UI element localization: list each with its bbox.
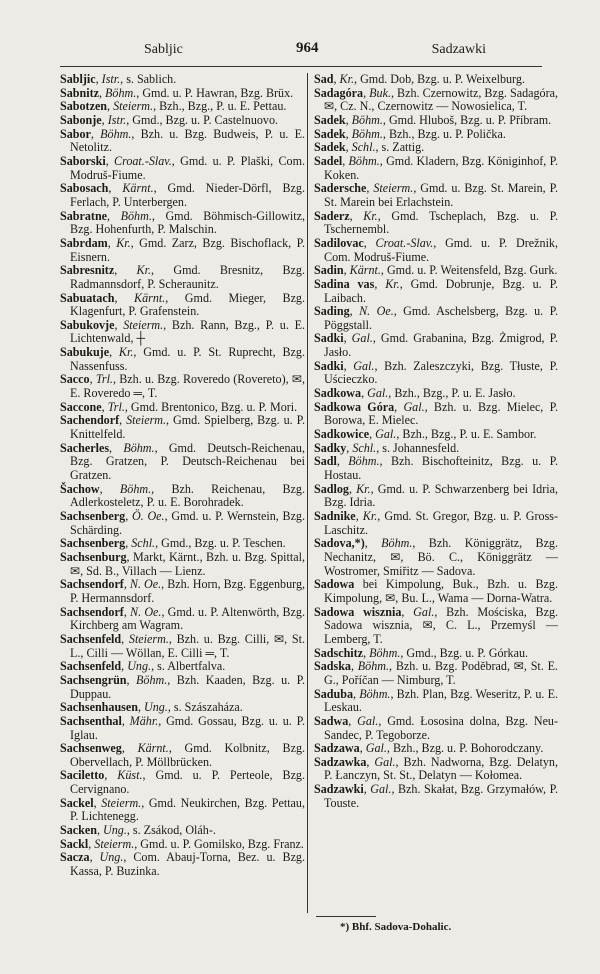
entry-region: Gal. [370,782,392,797]
entry-region: Kärnt. [137,741,169,756]
entry-region: Croat.-Slav. [375,235,434,250]
entry-details: , Bzh. Königgrätz, Bzg. Nechanitz, ✉, Bö. C., Königgrätz — Wostromer, Smiřitz — Sadova. [324,536,559,578]
entry-details: , Bzh., Bzg., P. u. E. Pettau. [153,99,287,114]
entry-details: , Bzh. u. Bzg. Poděbrad, ✉, St. E. G., Poříčan — Nimburg, T. [324,659,558,687]
entry-headword: Sadilovac [314,235,364,250]
gazetteer-entry: Sabratne, Böhm., Gmd. Böhmisch-Gillowitz, Bzg. Hohenfurth, P. Malschin. [60,208,305,237]
gazetteer-entry: Sacza, Ung., Com. Abauj-Torna, Bez. u. Bzg. Kassa, P. Buzinka. [60,850,306,879]
entry-details: , Bzh. Bischofteinitz, Bzg. u. P. Hostau. [324,454,558,483]
entry-details: , Bzh. Czernowitz, Bzg. Sadagóra, ✉, Cz. N., Czernowitz — Nowosielica, T. [324,85,558,114]
entry-region: N. Oe. [130,604,162,619]
entry-region: Kr. [363,208,378,223]
entry-details: , Gmd. Deutsch-Reichenau, Bzg. Gratzen, P. Deutsch-Reichenau bei Gratzen. [70,440,305,483]
entry-details: , Bzh. Horn, Bzg. Eggenburg, P. Hermannsdorf. [70,577,306,605]
entry-details: , Bzh., Bzg. u. P. Bohorodczany. [386,741,544,756]
entry-details: , Gmd. St. Gregor, Bzg. u. P. Gross-Laschitz. [324,509,559,537]
entry-details: , Gmd. Kladern, Bzg. Königinhof, P. Koken. [324,153,559,182]
entry-details: , s. Sablich. [120,72,177,86]
entry-details: , Gmd. Böhmisch-Gillowitz, Bzg. Hohenfurth, P. Malschin. [70,208,305,237]
entry-details: , Gmd. Grabanina, Bzg. Żmigrod, P. Jasło. [324,331,558,360]
entry-headword: Sadek [314,112,346,127]
gazetteer-entry: Sabuatach, Kärnt., Gmd. Mieger, Bzg. Klagenfurt, P. Grafenstein. [60,290,306,319]
entry-headword: Sabosach [60,181,109,196]
entry-details: , Gmd. Łososina dolna, Bzg. Neu-Sandec, P. Tegoborze. [324,713,559,742]
entry-headword: Sachsendorf [60,577,124,592]
entry-details: , Com. Abauj-Torna, Bez. u. Bzg. Kassa, P. Buzinka. [70,850,306,879]
page-header [60,38,540,60]
entry-details: , Gmd. u. P. Plaški, Com. Modruš-Fiume. [70,153,305,182]
entry-headword: Sachsenfeld [60,659,122,674]
gazetteer-entry: Saderz, Kr., Gmd. Tscheplach, Bzg. u. P. Tschernembl. [314,208,558,237]
gazetteer-entry: Šachow, Böhm., Bzh. Reichenau, Bzg. Adlerkosteletz, P. u. E. Borohradek. [60,481,305,510]
gazetteer-entry: Sadnike, Kr., Gmd. St. Gregor, Bzg. u. P. Gross-Laschitz. [314,509,559,537]
entry-headword: Saborski [60,153,106,168]
entry-region: Böhm. [348,454,380,469]
gazetteer-entry: Sadek, Böhm., Bzh., Bzg. u. P. Polička. [314,126,506,141]
gazetteer-entry: Sadowa wisznia, Gal., Bzh. Mościska, Bzg. Sadowa wisznia, ✉, C. L., Przemyśl — Lemberg, T. [314,604,559,646]
entry-details: , Bzh. Nadworna, Bzg. Delatyn, P. Łanczyn, St. St., Delatyn — Kołomea. [324,754,558,783]
entry-headword: Sacherles [60,440,110,455]
entry-region: Schl. [131,536,156,551]
entry-details: , Bzh. Zaleszczyki, Bzg. Tłuste, P. Uścieczko. [324,358,558,387]
entry-region: Steierm. [94,836,135,851]
gazetteer-entry: Sachsengrün, Böhm., Bzh. Kaaden, Bzg. u. P. Duppau. [60,672,305,701]
entry-region: Gal. [365,741,387,756]
entry-region: Gal. [351,331,373,346]
entry-headword: Sabrdam [60,235,108,250]
gazetteer-entry: Sadina vas, Kr., Gmd. Dobrunje, Bzg. u. P. Laibach. [314,276,558,305]
entry-details: , Gmd. u. P. Hawran, Bzg. Brüx. [136,85,294,100]
entry-headword: Sabljic [60,72,96,86]
entry-details: , Bzh. Plan, Bzg. Weseritz, P. u. E. Leskau. [324,686,559,715]
gazetteer-entry: Sadkowa Góra, Gal., Bzh. u. Bzg. Mielec, P. Borowa, E. Mielec. [314,399,558,428]
gazetteer-entry: Sadlog, Kr., Gmd. u. P. Schwarzenberg bei Idria, Bzg. Idria. [314,481,558,510]
entry-details: , Bzh. u. Bzg. Cilli, ✉, St. L., Cilli — Wöllan, E. Cilli ═, T. [70,631,305,660]
gazetteer-entry: Sadky, Schl., s. Johannesfeld. [314,440,460,455]
gazetteer-entry [60,551,305,578]
gazetteer-entry: Sachsenberg, Ö. Oe., Gmd. u. P. Wernstein, Bzg. Schärding. [60,509,306,537]
entry-headword: Sacza [60,850,90,865]
entry-region: Istr. [101,72,121,86]
entry-headword: Sadska [314,659,351,674]
entry-headword: Sadin [314,263,344,278]
entry-region: Böhm. [381,536,413,551]
gazetteer-entry: Sadzawki, Gal., Bzh. Skałat, Bzg. Grzymałów, P. Touste. [314,782,558,810]
entry-headword: Sabresnitz [60,263,115,278]
gazetteer-entry: Sabotzen, Steierm., Bzh., Bzg., P. u. E. Pettau. [60,99,287,114]
entry-details: , Gmd. Nieder-Dörfl, Bzg. Ferlach, P. Unterbergen. [70,181,305,209]
gazetteer-entry: Sabosach, Kärnt., Gmd. Nieder-Dörfl, Bzg. Ferlach, P. Unterbergen. [60,181,305,209]
entry-headword: Sadky [314,440,347,455]
entry-region: Steierm. [113,99,154,114]
entry-details: , Gmd., Bzg. u. P. Teschen. [155,536,286,551]
entry-region: Steierm. [101,795,142,810]
entry-region: Steierm. [373,181,414,196]
entry-region: N. Oe. [129,577,162,592]
entry-headword: Sabotzen [60,99,108,114]
entry-details: , Gmd. u. Bzg. St. Marein, P. St. Marein bei Erlachstein. [324,181,559,209]
gazetteer-entry: Sachsenfeld, Steierm., Bzh. u. Bzg. Cilli, ✉, St. L., Cilli — Wöllan, E. Cilli ═, T. [60,631,305,660]
entry-headword: Sabor [60,126,91,141]
gazetteer-entry: Sadilovac, Croat.-Slav., Gmd. u. P. Drežnik, Com. Modruš-Fiume. [314,235,559,264]
entry-region: Böhm. [357,659,390,674]
gazetteer-entry: Sackel, Steierm., Gmd. Neukirchen, Bzg. Pettau, P. Lichtenegg. [60,795,305,824]
entry-details: , Gmd. u. P. Schwarzenberg bei Idria, Bzg. Idria. [324,481,558,510]
entry-region: Böhm. [351,126,383,141]
entry-details: , Gmd. Aschelsberg, Bzg. u. P. Pöggstall. [324,304,558,332]
entry-details: , Gmd. Tscheplach, Bzg. u. P. Tschernembl. [324,208,558,237]
entry-headword: Sabonje [60,112,102,127]
entry-details: , s. Albertfalva. [151,659,226,674]
entry-headword: Sadl [314,454,337,469]
entry-headword: Sachsenhausen [60,700,138,715]
entry-headword: Sacken [60,823,97,838]
entry-headword: Sabratne [60,208,108,223]
entry-headword: Sadersche [314,181,367,196]
gazetteer-entry: Sadwa, Gal., Gmd. Łososina dolna, Bzg. Neu-Sandec, P. Tegoborze. [314,713,559,742]
entry-region: Buk. [369,85,391,100]
entry-headword: Sadova,*) [314,536,365,551]
entry-headword: Sabuatach [60,290,115,305]
entry-details: , Gmd. Mieger, Bzg. Klagenfurt, P. Grafenstein. [70,290,306,319]
gazetteer-entry: Sadzawka, Gal., Bzh. Nadworna, Bzg. Delatyn, P. Łanczyn, St. St., Delatyn — Kołomea. [314,754,558,783]
gazetteer-entry: Sachsenberg, Schl., Gmd., Bzg. u. P. Teschen. [60,536,286,551]
entry-headword: Sachsengrün [60,672,127,687]
gazetteer-entry: Sadin, Kärnt., Gmd. u. P. Weitensfeld, Bzg. Gurk. [314,263,558,278]
entry-details: , Bzh. Mościska, Bzg. Sadowa wisznia, ✉, C. L., Przemyśl — Lemberg, T. [324,604,559,646]
entry-details: , Gmd. Dob, Bzg. u. P. Weixelburg. [354,72,525,86]
entry-headword: Sadkowa Góra [314,399,395,414]
entry-region: Böhm. [348,153,380,168]
gazetteer-entry: Sading, N. Oe., Gmd. Aschelsberg, Bzg. u. P. Pöggstall. [314,304,558,332]
entry-headword: Sadwa [314,713,349,728]
gazetteer-entry: Sacherles, Böhm., Gmd. Deutsch-Reichenau, Bzg. Gratzen, P. Deutsch-Reichenau bei Gratzen. [60,440,305,483]
entry-headword: Sadowa [314,577,355,592]
entry-region: Kärnt. [122,181,154,196]
entry-region: Kr. [362,509,378,523]
entry-region: Kärnt. [349,263,381,278]
entry-region: Böhm. [136,672,168,687]
entry-details: , Markt, Kärnt., Bzh. u. Bzg. Spittal, ✉, Sd. B., Villach — Lienz. [70,549,305,578]
entry-region: Schl. [351,140,376,155]
entry-headword: Sadzawki [314,782,364,797]
entry-region: Böhm. [351,112,383,127]
entry-details: , Bzh. u. Bzg. Roveredo (Rovereto), ✉, E. Roveredo ═, T. [70,372,305,401]
gazetteer-entry: Sabresnitz, Kr., Gmd. Bresnitz, Bzg. Radmannsdorf, P. Scheraunitz. [60,263,305,291]
entry-region: Croat.-Slav. [114,153,172,168]
entry-details: , Gmd. u. P. Perteole, Bzg. Cervignano. [70,768,306,797]
entry-region: Gal. [367,386,389,401]
gazetteer-entry: Sacco, Trl., Bzh. u. Bzg. Roveredo (Rovereto), ✉, E. Roveredo ═, T. [60,372,305,401]
gazetteer-entry: Sadschitz, Böhm., Gmd., Bzg. u. P. Górkau. [314,645,529,660]
entry-region: Trl. [107,399,125,414]
gazetteer-entry: Sabukuje, Kr., Gmd. u. P. St. Ruprecht, Bzg. Nassenfuss. [60,345,305,373]
gazetteer-entry: Saciletto, Küst., Gmd. u. P. Perteole, Bzg. Cervignano. [60,768,306,797]
entry-details: , Gmd., Bzg. u. P. Castelnuovo. [126,112,279,127]
entry-region: Kr. [118,345,134,360]
gazetteer-entry: Sadki, Gal., Bzh. Zaleszczyki, Bzg. Tłuste, P. Uścieczko. [314,358,558,387]
entry-headword: Sadnike [314,509,356,523]
header-left-keyword: Sabljic [144,42,183,57]
entry-headword: Sachsenfeld [60,631,122,646]
entry-region: Küst. [117,768,143,783]
entry-region: Böhm. [123,440,155,455]
entry-headword: Sadzawka [314,754,367,769]
gazetteer-entry: Sadki, Gal., Gmd. Grabanina, Bzg. Żmigrod, P. Jasło. [314,331,558,360]
gazetteer-entry: Saborski, Croat.-Slav., Gmd. u. P. Plaški, Com. Modruš-Fiume. [60,153,305,182]
footnote: *) Bhf. Sadova-Dohalic. [340,921,452,933]
entry-region: Ung. [99,850,124,865]
entry-region: Steierm. [128,631,169,646]
gazetteer-entry: Sadzawa, Gal., Bzh., Bzg. u. P. Bohorodczany. [314,741,544,756]
entry-headword: Sadschitz [314,645,364,660]
entry-details: , Bzh. Rann, Bzg., P. u. E. Lichtenwald, ┼ [70,317,306,346]
entry-headword: Sackel [60,795,94,810]
entry-headword: Sachsenthal [60,713,122,728]
entry-headword: Sackl [60,836,89,851]
gazetteer-entry: Sadl, Böhm., Bzh. Bischofteinitz, Bzg. u. P. Hostau. [314,454,558,483]
entry-headword: Saduba [314,686,353,701]
gazetteer-entry: Sadek, Schl., s. Zattig. [314,140,425,155]
gazetteer-entry: Sachsenhausen, Ung., s. Szászaháza. [60,700,243,715]
gazetteer-entry: Sadagóra, Buk., Bzh. Czernowitz, Bzg. Sadagóra, ✉, Cz. N., Czernowitz — Nowosielica, T. [314,85,558,114]
gazetteer-entry: Sackl, Steierm., Gmd. u. P. Gomilsko, Bzg. Franz. [60,836,304,851]
entry-details: , Gmd. Gossau, Bzg. u. u. P. Iglau. [70,713,306,742]
page-number: 964 [296,40,319,56]
entry-region: Ung. [127,659,152,674]
left-column [60,73,305,879]
gazetteer-entry: Sadek, Böhm., Gmd. Hluboš, Bzg. u. P. Příbram. [314,112,552,127]
gazetteer-entry: Saduba, Böhm., Bzh. Plan, Bzg. Weseritz, P. u. E. Leskau. [314,686,559,715]
entry-headword: Sabukovje [60,317,115,332]
entry-details: , Bzh., Bzg. u. P. Polička. [382,126,506,141]
gazetteer-entry: Sachsendorf, N. Oe., Gmd. u. P. Altenwörth, Bzg. Kirchberg am Wagram. [60,604,305,633]
gazetteer-entry: Sabonje, Istr., Gmd., Bzg. u. P. Castelnuovo. [60,112,279,127]
entry-details: , Bzh., Bzg., P. u. E. Sambor. [396,427,537,442]
footnote-rule [316,916,376,917]
entry-region: Steierm. [123,317,164,332]
entry-region: Böhm. [359,686,391,701]
entry-headword: Sabnitz [60,85,99,100]
entry-headword: Sachsenberg [60,536,126,551]
entry-details: , Gmd. Kolbnitz, Bzg. Obervellach, P. Möllbrücken. [70,741,306,769]
entry-headword: Sadki [314,331,344,346]
entry-region: Trl. [95,372,113,387]
entry-region: Gal. [353,358,375,373]
entry-details: , Gmd. u. P. Gomilsko, Bzg. Franz. [134,836,304,851]
entry-details: , Bzh. Kaaden, Bzg. u. P. Duppau. [70,672,305,701]
entry-region: Ö. Oe. [131,509,165,523]
entry-details: , Gmd. u. P. Altenwörth, Bzg. Kirchberg am Wagram. [70,604,305,633]
entry-region: Kr. [385,276,400,291]
entry-region: Böhm. [369,645,401,660]
gazetteer-entry: Sacken, Ung., s. Zsákod, Oláh-. [60,823,216,838]
entry-region: Gal. [413,604,435,619]
entry-headword: Šachow [60,481,100,496]
entry-region: Kr. [136,263,152,278]
entry-region: Mähr. [129,713,159,728]
entry-headword: Sadki [314,358,344,373]
entry-details: , Gmd. u. P. Wernstein, Bzg. Schärding. [70,509,306,537]
header-right-keyword: Sadzawki [431,42,486,57]
entry-headword: Sachsenweg [60,741,122,756]
gazetteer-entry: Sachsenweg, Kärnt., Gmd. Kolbnitz, Bzg. Obervellach, P. Möllbrücken. [60,741,306,769]
gazetteer-entry: Sabljic, Istr., s. Sablich. [60,72,177,86]
gazetteer-entry: Sabor, Böhm., Bzh. u. Bzg. Budweis, P. u. E. Netolitz. [60,126,306,155]
gazetteer-entry: Sabnitz, Böhm., Gmd. u. P. Hawran, Bzg. Brüx. [60,85,294,100]
gazetteer-entry: Sadel, Böhm., Gmd. Kladern, Bzg. Königinhof, P. Koken. [314,153,559,182]
right-column [314,73,558,810]
entry-headword: Sachsenberg [60,509,126,523]
entry-headword: Sadowa wisznia [314,604,402,619]
gazetteer-entry: Sabukovje, Steierm., Bzh. Rann, Bzg., P. u. E. Lichtenwald, ┼ [60,317,306,346]
gazetteer-entry: Sad, Kr., Gmd. Dob, Bzg. u. P. Weixelburg. [314,72,525,86]
entry-details: , Gmd. Brentonico, Bzg. u. P. Mori. [124,399,298,414]
entry-headword: Sadina vas [314,276,375,291]
entry-region: Böhm. [105,85,137,100]
entry-details: bei Kimpolung, Buk., Bzh. u. Bzg. Kimpolung, ✉, Bu. L., Wama — Dorna-Watra. [324,577,558,605]
entry-headword: Sading [314,304,350,319]
entry-headword: Sadek [314,126,346,141]
entry-headword: Saccone [60,399,102,414]
entry-details: , Gmd. Zarz, Bzg. Bischoflack, P. Eisnern. [70,235,305,264]
gazetteer-entry: Sadova,*), Böhm., Bzh. Königgrätz, Bzg. Nechanitz, ✉, Bö. C., Königgrätz — Wostromer, Smiřitz — Sadova. [314,536,559,578]
entry-region: Ung. [144,700,168,715]
entry-details: , Gmd. Dobrunje, Bzg. u. P. Laibach. [324,276,558,305]
entry-details: , Bzh. u. Bzg. Mielec, P. Borowa, E. Mielec. [324,399,558,428]
entry-region: Kr. [116,235,131,250]
gazetteer-entry: Sachsenthal, Mähr., Gmd. Gossau, Bzg. u. u. P. Iglau. [60,713,306,742]
entry-region: Schl. [352,440,377,455]
entry-region: Istr. [107,112,127,127]
gazetteer-entry: Sachsendorf, N. Oe., Bzh. Horn, Bzg. Eggenburg, P. Hermannsdorf. [60,577,306,605]
gazetteer-entry: Sadkowa, Gal., Bzh., Bzg., P. u. E. Jasło. [314,386,516,401]
entry-region: Steierm. [126,413,167,428]
entry-region: Ung. [103,823,127,838]
entry-region: Kr. [339,72,355,86]
entry-details: , Bzh. Reichenau, Bzg. Adlerkosteletz, P. u. E. Borohradek. [70,481,305,510]
entry-headword: Sad [314,72,334,86]
header-rule [60,66,542,67]
entry-region: Kärnt. [134,290,166,305]
entry-region: Kr. [356,481,371,496]
gazetteer-entry: Sachendorf, Steierm., Gmd. Spielberg, Bzg. u. P. Knittelfeld. [60,413,305,442]
entry-details: , s. Johannesfeld. [376,440,460,455]
entry-headword: Sadek [314,140,346,155]
entry-headword: Sadkowa [314,386,362,401]
gazetteer-entry: Sadska, Böhm., Bzh. u. Bzg. Poděbrad, ✉, St. E. G., Poříčan — Nimburg, T. [314,659,558,687]
entry-region: Böhm. [119,481,152,496]
gazetteer-entry: Sachsenfeld, Ung., s. Albertfalva. [60,659,226,674]
entry-details: , Bzh., Bzg., P. u. E. Jasło. [388,386,516,401]
entry-details: , s. Szászaháza. [167,700,243,715]
entry-region: Böhm. [100,126,132,141]
gazetteer-entry: Sadkowice, Gal., Bzh., Bzg., P. u. E. Sambor. [314,427,537,442]
entry-details: , Gmd. u. P. Drežnik, Com. Modruš-Fiume. [324,235,559,264]
entry-headword: Sadel [314,153,343,168]
entry-region: Gal. [375,427,397,442]
entry-details: , Gmd. Bresnitz, Bzg. Radmannsdorf, P. Scheraunitz. [70,263,305,291]
column-divider [307,73,308,913]
entry-headword: Sadkowice [314,427,370,442]
entry-details: , s. Zsákod, Oláh-. [126,823,216,838]
gazetteer-entry: Sadersche, Steierm., Gmd. u. Bzg. St. Marein, P. St. Marein bei Erlachstein. [314,181,559,209]
entry-region: Gal. [374,754,396,769]
entry-details: , Gmd. u. P. Weitensfeld, Bzg. Gurk. [380,263,558,278]
entry-details: , Gmd., Bzg. u. P. Górkau. [400,645,529,660]
entry-headword: Saderz [314,208,350,223]
entry-headword: Sadlog [314,481,349,496]
entry-headword: Sadzawa [314,741,360,756]
entry-region: Gal. [357,713,379,728]
entry-details: , Gmd. u. P. St. Ruprecht, Bzg. Nassenfuss. [70,345,305,373]
entry-region: N. Oe. [359,304,394,319]
entry-headword: Sachendorf [60,413,120,428]
entry-details: , Gmd. Neukirchen, Bzg. Pettau, P. Lichtenegg. [70,795,305,824]
entry-details: , Bzh. Skałat, Bzg. Grzymałów, P. Touste. [324,782,558,810]
entry-headword: Sacco [60,372,90,387]
entry-details: , s. Zattig. [375,140,425,155]
entry-details: , Bzh. u. Bzg. Budweis, P. u. E. Netolitz. [70,126,306,155]
gazetteer-entry: Sabrdam, Kr., Gmd. Zarz, Bzg. Bischoflack, P. Eisnern. [60,235,305,264]
entry-headword: Sachsendorf [60,604,124,619]
entry-headword: Sadagóra [314,85,364,100]
entry-region: Böhm. [120,208,152,223]
entry-region: Gal. [403,399,425,414]
entry-headword: Saciletto [60,768,105,783]
entry-details: , Gmd. Spielberg, Bzg. u. P. Knittelfeld. [70,413,305,442]
entry-headword: Sachsenburg [60,549,127,564]
gazetteer-entry: Saccone, Trl., Gmd. Brentonico, Bzg. u. P. Mori. [60,399,298,414]
entry-headword: Sabukuje [60,345,110,360]
gazetteer-entry [314,578,558,605]
entry-details: , Gmd. Hluboš, Bzg. u. P. Příbram. [382,112,552,127]
